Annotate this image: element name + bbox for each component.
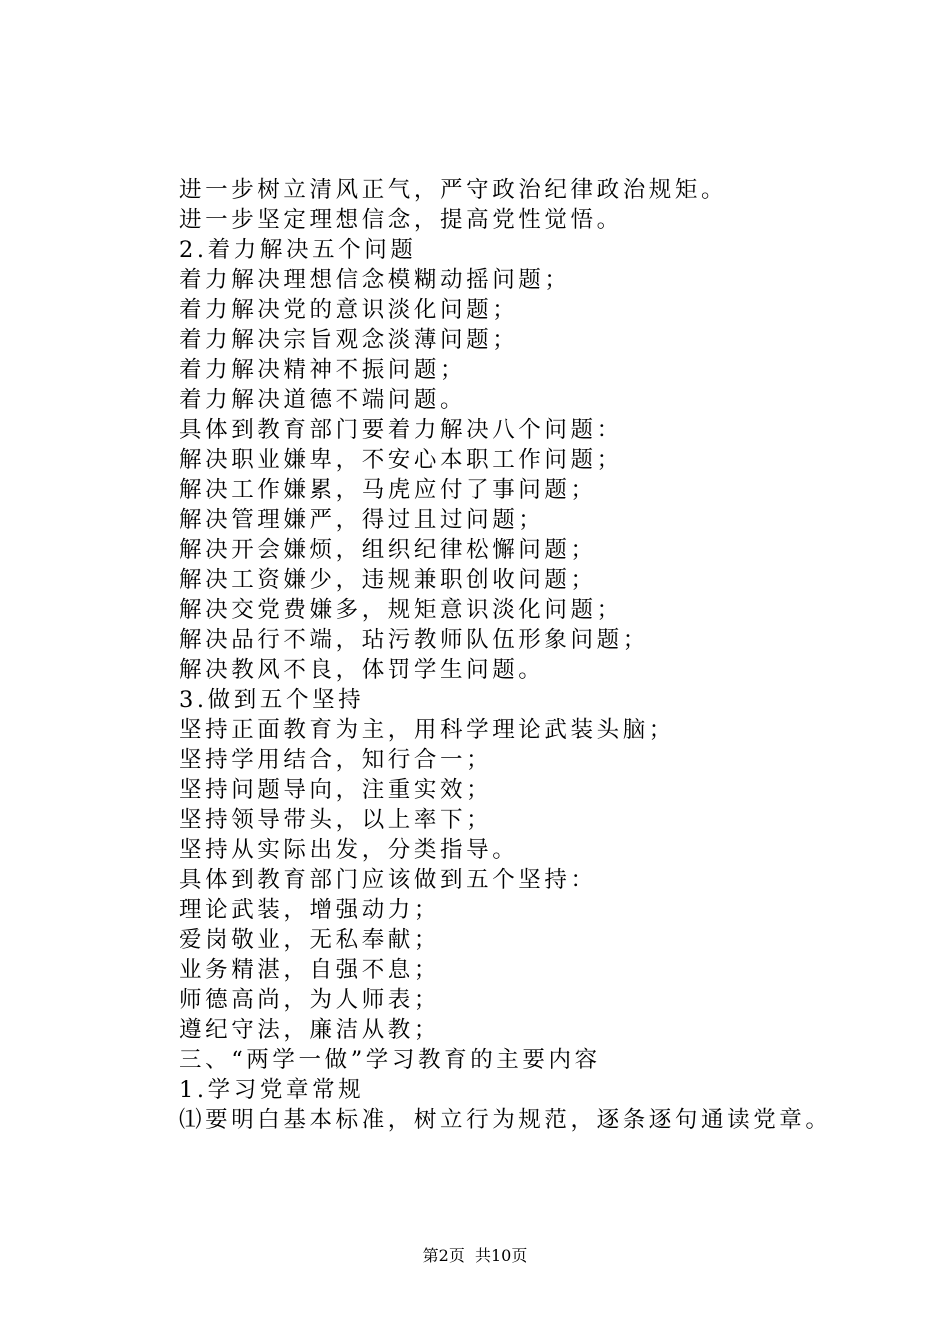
text-line: 着力解决理想信念模糊动摇问题； (179, 267, 571, 293)
text-line: 坚持学用结合，知行合一； (179, 747, 493, 773)
section-heading: 3.做到五个坚持 (179, 687, 365, 713)
text-line: 进一步坚定理想信念，提高党性觉悟。 (179, 207, 623, 233)
page-footer: 第2页 共10页 (422, 1246, 528, 1265)
text-line: 坚持从实际出发，分类指导。 (179, 837, 519, 863)
document-body (179, 175, 899, 1135)
text-line: 着力解决道德不端问题。 (179, 387, 467, 413)
text-line: 爱岗敬业，无私奉献； (179, 927, 441, 953)
text-line: 着力解决党的意识淡化问题； (179, 297, 519, 323)
section-heading: 1.学习党章常规 (179, 1077, 365, 1103)
text-line: ⑴要明白基本标准，树立行为规范，逐条逐句通读党章。 (179, 1107, 832, 1133)
text-line: 坚持问题导向，注重实效； (179, 777, 493, 803)
text-line: 解决开会嫌烦，组织纪律松懈问题； (179, 537, 597, 563)
text-line: 解决品行不端，玷污教师队伍形象问题； (179, 627, 649, 653)
text-line: 师德高尚，为人师表； (179, 987, 441, 1013)
text-line: 坚持领导带头，以上率下； (179, 807, 493, 833)
text-line: 遵纪守法，廉洁从教； (179, 1017, 441, 1043)
text-line: 坚持正面教育为主，用科学理论武装头脑； (179, 717, 675, 743)
text-line: 解决工资嫌少，违规兼职创收问题； (179, 567, 597, 593)
text-line: 具体到教育部门要着力解决八个问题： (179, 417, 623, 443)
text-line: 着力解决宗旨观念淡薄问题； (179, 327, 519, 353)
text-line: 具体到教育部门应该做到五个坚持： (179, 867, 597, 893)
text-line: 解决工作嫌累，马虎应付了事问题； (179, 477, 597, 503)
text-line: 进一步树立清风正气，严守政治纪律政治规矩。 (179, 177, 728, 203)
text-line: 理论武装，增强动力； (179, 897, 441, 923)
text-line: 着力解决精神不振问题； (179, 357, 467, 383)
text-line: 解决职业嫌卑，不安心本职工作问题； (179, 447, 623, 473)
text-line: 业务精湛，自强不息； (179, 957, 441, 983)
chapter-heading: 三、“两学一做”学习教育的主要内容 (179, 1047, 601, 1073)
text-line: 解决管理嫌严，得过且过问题； (179, 507, 545, 533)
section-heading: 2.着力解决五个问题 (179, 237, 417, 263)
text-line: 解决交党费嫌多，规矩意识淡化问题； (179, 597, 623, 623)
text-line: 解决教风不良，体罚学生问题。 (179, 657, 545, 683)
